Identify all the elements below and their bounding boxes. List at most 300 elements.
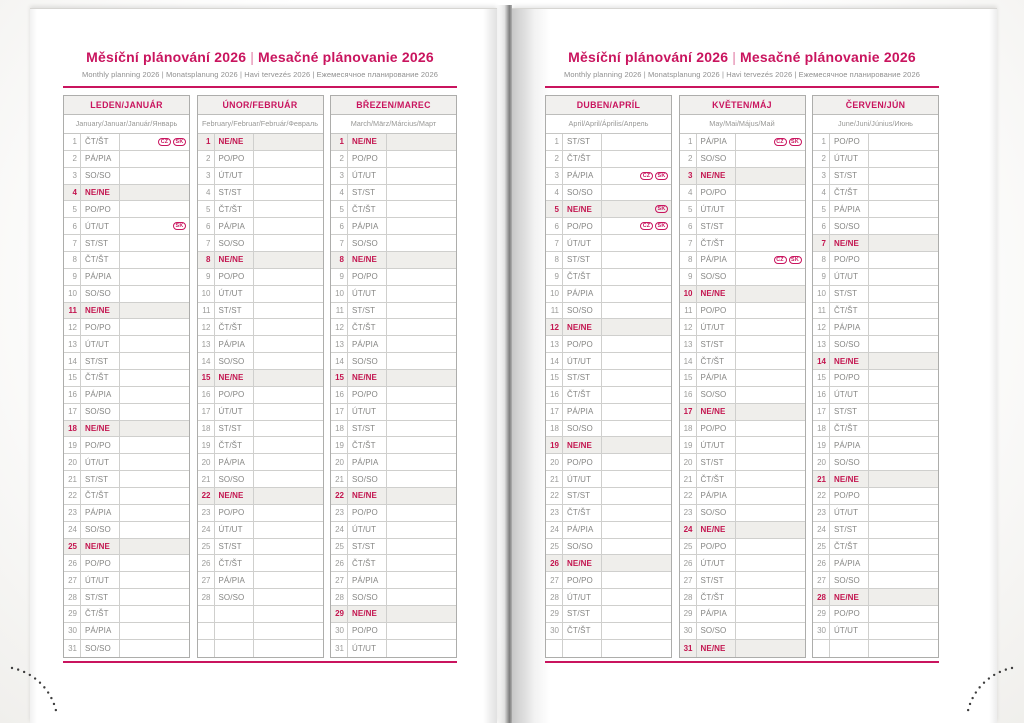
day-number: 2 <box>331 151 348 167</box>
day-name: PÁ/PIA <box>348 454 387 470</box>
day-number: 6 <box>546 218 563 234</box>
day-name: NE/NE <box>563 437 602 453</box>
day-note-cell <box>254 421 323 437</box>
day-name: SO/SO <box>697 505 736 521</box>
day-note-cell <box>869 353 938 369</box>
day-number: 11 <box>64 303 81 319</box>
day-number: 8 <box>813 252 830 268</box>
day-name: NE/NE <box>81 421 120 437</box>
day-name: PÁ/PIA <box>81 623 120 639</box>
day-number: 20 <box>198 454 215 470</box>
month-table-kveten-maj <box>679 95 806 658</box>
day-number: 23 <box>813 505 830 521</box>
day-note-cell <box>254 185 323 201</box>
day-note-cell <box>736 488 805 504</box>
day-note-cell <box>254 252 323 268</box>
holiday-badge-sk: SK <box>655 172 668 180</box>
months-row <box>63 95 457 658</box>
day-row <box>331 252 456 269</box>
day-name: NE/NE <box>215 370 254 386</box>
page-title <box>63 49 457 65</box>
day-row <box>198 437 323 454</box>
day-note-cell <box>869 269 938 285</box>
day-row <box>64 353 189 370</box>
day-row <box>546 555 671 572</box>
day-name: NE/NE <box>81 539 120 555</box>
day-note-cell <box>120 640 189 657</box>
empty-day-cell <box>563 640 602 657</box>
day-name: SO/SO <box>348 235 387 251</box>
day-row <box>680 151 805 168</box>
day-row <box>198 353 323 370</box>
day-name: PÁ/PIA <box>563 286 602 302</box>
day-note-cell <box>602 168 671 184</box>
day-row <box>813 168 938 185</box>
day-note-cell <box>254 471 323 487</box>
day-number: 5 <box>331 201 348 217</box>
day-note-cell <box>736 640 805 657</box>
page-title-slovak: Mesačné plánovanie 2026 <box>740 49 916 65</box>
month-languages: April/April/Április/Апрель <box>546 115 671 134</box>
day-note-cell <box>120 454 189 470</box>
day-note-cell <box>736 235 805 251</box>
day-number: 13 <box>331 336 348 352</box>
day-note-cell <box>120 437 189 453</box>
day-row <box>813 404 938 421</box>
left-page <box>30 8 497 723</box>
day-name: ČT/ŠT <box>81 606 120 622</box>
day-name: PO/PO <box>348 387 387 403</box>
day-note-cell <box>120 151 189 167</box>
day-name: PÁ/PIA <box>830 201 869 217</box>
day-row <box>813 539 938 556</box>
day-name: ČT/ŠT <box>830 421 869 437</box>
day-name: ČT/ŠT <box>563 387 602 403</box>
right-page <box>512 8 997 723</box>
day-name: NE/NE <box>215 134 254 150</box>
empty-note-cell <box>254 640 323 657</box>
day-row <box>331 539 456 556</box>
day-number: 15 <box>331 370 348 386</box>
day-number: 11 <box>813 303 830 319</box>
day-name: ÚT/UT <box>697 555 736 571</box>
day-note-cell <box>602 404 671 420</box>
day-number: 2 <box>813 151 830 167</box>
day-note-cell <box>869 505 938 521</box>
day-note-cell <box>387 235 456 251</box>
day-note-cell <box>120 218 189 234</box>
day-number: 10 <box>546 286 563 302</box>
day-number: 12 <box>680 319 697 335</box>
day-number: 23 <box>680 505 697 521</box>
day-number: 24 <box>680 522 697 538</box>
day-name: SO/SO <box>348 353 387 369</box>
day-row <box>331 572 456 589</box>
day-note-cell <box>602 353 671 369</box>
day-number: 1 <box>680 134 697 150</box>
day-number: 14 <box>813 353 830 369</box>
day-note-cell <box>387 269 456 285</box>
day-name: SO/SO <box>81 404 120 420</box>
day-number: 22 <box>331 488 348 504</box>
day-row <box>813 269 938 286</box>
day-name: ÚT/UT <box>830 269 869 285</box>
day-row <box>680 387 805 404</box>
day-number: 3 <box>813 168 830 184</box>
day-row <box>64 370 189 387</box>
day-note-cell <box>387 522 456 538</box>
day-name: PÁ/PIA <box>563 404 602 420</box>
day-number: 1 <box>813 134 830 150</box>
day-number: 16 <box>546 387 563 403</box>
day-note-cell <box>869 336 938 352</box>
day-row <box>546 623 671 640</box>
day-note-cell <box>736 623 805 639</box>
day-number: 20 <box>64 454 81 470</box>
day-name: NE/NE <box>215 488 254 504</box>
day-row <box>546 336 671 353</box>
day-row <box>546 404 671 421</box>
day-row <box>331 235 456 252</box>
day-number: 30 <box>680 623 697 639</box>
empty-row <box>198 623 323 640</box>
day-note-cell <box>602 218 671 234</box>
day-row <box>64 589 189 606</box>
day-name: ST/ST <box>697 336 736 352</box>
day-name: ÚT/UT <box>215 522 254 538</box>
day-name: ÚT/UT <box>81 336 120 352</box>
day-number: 27 <box>198 572 215 588</box>
day-note-cell <box>602 303 671 319</box>
day-number: 11 <box>546 303 563 319</box>
day-note-cell <box>254 269 323 285</box>
empty-number-cell <box>198 640 215 657</box>
day-number: 11 <box>331 303 348 319</box>
day-name: PÁ/PIA <box>697 134 736 150</box>
day-number: 4 <box>198 185 215 201</box>
day-row <box>546 252 671 269</box>
day-name: ÚT/UT <box>348 404 387 420</box>
day-row <box>680 488 805 505</box>
day-note-cell <box>736 387 805 403</box>
day-row <box>331 269 456 286</box>
day-note-cell <box>869 134 938 150</box>
day-name: PO/PO <box>697 421 736 437</box>
day-note-cell <box>736 303 805 319</box>
day-name: ČT/ŠT <box>215 201 254 217</box>
day-name: ČT/ŠT <box>563 505 602 521</box>
day-number: 26 <box>331 555 348 571</box>
day-row <box>64 252 189 269</box>
day-number: 22 <box>546 488 563 504</box>
day-name: ČT/ŠT <box>81 370 120 386</box>
day-name: ČT/ŠT <box>215 555 254 571</box>
day-name: ST/ST <box>81 471 120 487</box>
day-note-cell <box>869 539 938 555</box>
day-note-cell <box>387 387 456 403</box>
day-name: PÁ/PIA <box>830 437 869 453</box>
day-name: ST/ST <box>215 185 254 201</box>
month-table-cerven-jun <box>812 95 939 658</box>
day-number: 4 <box>331 185 348 201</box>
day-number: 24 <box>331 522 348 538</box>
day-row <box>198 303 323 320</box>
day-number: 10 <box>198 286 215 302</box>
day-name: ST/ST <box>830 522 869 538</box>
day-number: 22 <box>680 488 697 504</box>
day-row <box>813 471 938 488</box>
day-row <box>331 505 456 522</box>
day-note-cell <box>602 471 671 487</box>
day-number: 28 <box>680 589 697 605</box>
day-note-cell <box>254 437 323 453</box>
day-row <box>813 134 938 151</box>
day-row <box>813 606 938 623</box>
day-name: NE/NE <box>697 640 736 657</box>
day-note-cell <box>254 572 323 588</box>
day-name: PÁ/PIA <box>81 269 120 285</box>
day-name: SO/SO <box>81 286 120 302</box>
day-number: 17 <box>64 404 81 420</box>
day-row <box>680 218 805 235</box>
day-number: 29 <box>331 606 348 622</box>
day-number: 25 <box>198 539 215 555</box>
day-row <box>64 421 189 438</box>
day-row <box>331 555 456 572</box>
day-name: ST/ST <box>697 218 736 234</box>
day-row <box>64 151 189 168</box>
day-row <box>546 421 671 438</box>
day-note-cell <box>387 623 456 639</box>
day-name: ÚT/UT <box>348 168 387 184</box>
holiday-badge-sk: SK <box>173 138 186 146</box>
day-note-cell <box>387 454 456 470</box>
day-row <box>813 488 938 505</box>
holiday-badge-sk: SK <box>789 256 802 264</box>
month-languages: June/Juni/Június/Июнь <box>813 115 938 134</box>
day-note-cell <box>736 454 805 470</box>
day-name: NE/NE <box>348 606 387 622</box>
day-number: 8 <box>680 252 697 268</box>
day-row <box>680 201 805 218</box>
day-name: PÁ/PIA <box>563 522 602 538</box>
day-note-cell <box>387 640 456 657</box>
day-note-cell <box>736 421 805 437</box>
day-number: 18 <box>64 421 81 437</box>
day-number: 6 <box>331 218 348 234</box>
day-row <box>680 185 805 202</box>
day-row <box>680 269 805 286</box>
day-number: 17 <box>813 404 830 420</box>
day-row <box>64 606 189 623</box>
month-name: DUBEN/APRÍL <box>546 96 671 115</box>
day-row <box>813 555 938 572</box>
day-name: PÁ/PIA <box>830 555 869 571</box>
empty-row <box>546 640 671 657</box>
day-name: NE/NE <box>348 252 387 268</box>
day-number: 17 <box>680 404 697 420</box>
day-name: PÁ/PIA <box>563 168 602 184</box>
day-name: ÚT/UT <box>563 589 602 605</box>
day-note-cell <box>387 488 456 504</box>
day-row <box>546 505 671 522</box>
day-number: 27 <box>64 572 81 588</box>
day-note-cell <box>869 421 938 437</box>
day-note-cell <box>120 235 189 251</box>
bottom-rule <box>63 661 457 663</box>
day-note-cell <box>736 370 805 386</box>
day-number: 29 <box>64 606 81 622</box>
day-number: 30 <box>813 623 830 639</box>
day-number: 7 <box>331 235 348 251</box>
day-note-cell <box>120 319 189 335</box>
title-separator: | <box>250 49 255 65</box>
day-number: 1 <box>546 134 563 150</box>
day-note-cell <box>387 555 456 571</box>
day-row <box>680 539 805 556</box>
day-name: PÁ/PIA <box>697 252 736 268</box>
day-number: 20 <box>546 454 563 470</box>
day-row <box>331 336 456 353</box>
day-name: ÚT/UT <box>215 286 254 302</box>
day-row <box>198 421 323 438</box>
holiday-badge-cz: CZ <box>158 138 171 146</box>
day-row <box>680 606 805 623</box>
day-note-cell <box>602 151 671 167</box>
day-row <box>64 640 189 657</box>
day-note-cell <box>736 471 805 487</box>
day-name: ÚT/UT <box>697 319 736 335</box>
book-spine <box>497 5 512 723</box>
day-note-cell <box>602 488 671 504</box>
day-row <box>198 336 323 353</box>
day-row <box>546 235 671 252</box>
day-row <box>680 252 805 269</box>
day-row <box>680 572 805 589</box>
day-number: 1 <box>64 134 81 150</box>
day-number: 15 <box>813 370 830 386</box>
day-row <box>331 488 456 505</box>
day-row <box>546 303 671 320</box>
day-name: SO/SO <box>81 640 120 657</box>
day-name: ST/ST <box>81 235 120 251</box>
day-number: 23 <box>64 505 81 521</box>
day-note-cell <box>254 336 323 352</box>
day-name: PÁ/PIA <box>348 218 387 234</box>
day-name: ÚT/UT <box>563 235 602 251</box>
day-number: 2 <box>546 151 563 167</box>
day-row <box>813 623 938 640</box>
day-number: 9 <box>546 269 563 285</box>
day-row <box>680 370 805 387</box>
day-number: 27 <box>546 572 563 588</box>
day-row <box>331 454 456 471</box>
day-row <box>680 336 805 353</box>
day-note-cell <box>602 454 671 470</box>
day-row <box>546 218 671 235</box>
day-number: 15 <box>680 370 697 386</box>
day-row <box>680 623 805 640</box>
empty-row <box>198 640 323 657</box>
day-number: 23 <box>198 505 215 521</box>
day-name: ST/ST <box>697 572 736 588</box>
day-name: ST/ST <box>830 168 869 184</box>
holiday-badge-sk: SK <box>789 138 802 146</box>
day-number: 11 <box>198 303 215 319</box>
day-note-cell <box>387 185 456 201</box>
day-note-cell <box>387 319 456 335</box>
day-row <box>813 522 938 539</box>
day-name: ÚT/UT <box>348 286 387 302</box>
page-title <box>545 49 939 65</box>
day-note-cell <box>602 421 671 437</box>
day-note-cell <box>120 404 189 420</box>
day-name: ČT/ŠT <box>563 623 602 639</box>
day-note-cell <box>869 252 938 268</box>
day-note-cell <box>120 387 189 403</box>
day-number: 31 <box>64 640 81 657</box>
day-note-cell <box>869 185 938 201</box>
day-note-cell <box>254 488 323 504</box>
day-number: 25 <box>331 539 348 555</box>
day-row <box>64 572 189 589</box>
month-languages: May/Mai/Május/Май <box>680 115 805 134</box>
day-name: PO/PO <box>697 539 736 555</box>
day-row <box>546 286 671 303</box>
day-note-cell <box>387 505 456 521</box>
day-number: 8 <box>198 252 215 268</box>
day-number: 17 <box>546 404 563 420</box>
day-number: 28 <box>546 589 563 605</box>
day-note-cell <box>736 353 805 369</box>
day-name: PÁ/PIA <box>81 387 120 403</box>
day-row <box>64 218 189 235</box>
day-row <box>813 185 938 202</box>
day-note-cell <box>387 589 456 605</box>
day-row <box>546 572 671 589</box>
empty-row <box>813 640 938 657</box>
day-name: ÚT/UT <box>81 218 120 234</box>
day-number: 28 <box>64 589 81 605</box>
day-row <box>680 235 805 252</box>
day-name: PÁ/PIA <box>348 572 387 588</box>
day-note-cell <box>602 387 671 403</box>
day-note-cell <box>736 522 805 538</box>
day-note-cell <box>602 505 671 521</box>
day-number: 20 <box>813 454 830 470</box>
day-row <box>198 370 323 387</box>
day-name: PO/PO <box>563 336 602 352</box>
day-row <box>198 387 323 404</box>
day-name: SO/SO <box>697 623 736 639</box>
month-name: ÚNOR/FEBRUÁR <box>198 96 323 115</box>
day-note-cell <box>254 303 323 319</box>
day-name: SO/SO <box>348 471 387 487</box>
day-number: 31 <box>680 640 697 657</box>
day-name: ST/ST <box>81 589 120 605</box>
day-row <box>64 286 189 303</box>
day-number: 10 <box>64 286 81 302</box>
day-row <box>198 404 323 421</box>
day-name: ÚT/UT <box>563 471 602 487</box>
day-row <box>64 319 189 336</box>
day-note-cell <box>120 185 189 201</box>
day-number: 6 <box>64 218 81 234</box>
top-rule <box>545 86 939 88</box>
day-name: ČT/ŠT <box>81 134 120 150</box>
day-number: 25 <box>680 539 697 555</box>
day-row <box>198 269 323 286</box>
